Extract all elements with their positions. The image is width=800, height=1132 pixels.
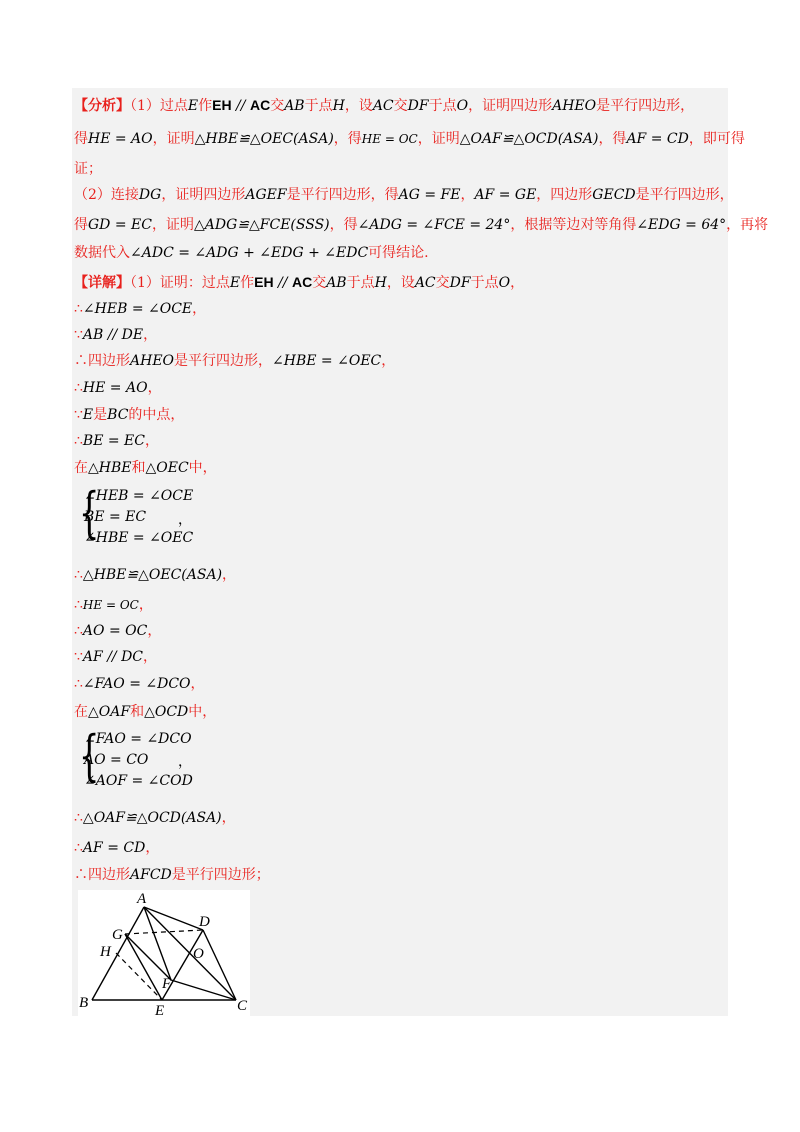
step-8: ∴△HBE≌△OEC(ASA)， (74, 567, 237, 583)
label-D: D (199, 914, 210, 930)
analysis-line-5: 得GD = EC，证明△ADG≌△FCE(SSS)，得∠ADG = ∠FCE = 24°，根据等边对等角得∠EDG = 64°，再将 (74, 217, 769, 233)
label-H: H (100, 944, 111, 960)
step-6: ∴BE = EC， (74, 433, 159, 449)
segment-AF (144, 907, 171, 980)
segment-GD-dashed (125, 930, 203, 934)
step-5: ∵E是BC的中点， (74, 407, 185, 423)
analysis-line-4: （2）连接DG，证明四边形AGEF是平行四边形，得AG = FE，AF = GE，四边形GECD是平行四边形， (74, 187, 734, 203)
system-2-comma: ， (178, 754, 192, 770)
step-1: ∴∠HEB = ∠OCE， (74, 301, 207, 317)
step-11: ∵AF // DC， (74, 649, 158, 665)
system-1: ∠HEB = ∠OCE BE = EC ∠HBE = ∠OEC (84, 488, 194, 546)
step-13: 在△OAF和△OCD中， (74, 704, 217, 720)
label-F: F (162, 976, 172, 992)
analysis-line-2: 得HE = AO，证明△HBE≌△OEC(ASA)，得HE = OC，证明△OAF≌△OCD(ASA)，得AF = CD，即可得 (74, 131, 745, 147)
label-E: E (155, 1003, 165, 1016)
analysis-line-1: 【分析】（1）过点E作EH // AC交AB于点H，设AC交DF于点O，证明四边形AHEO是平行四边形， (74, 97, 695, 114)
analysis-line-6: 数据代入∠ADC = ∠ADG + ∠EDG + ∠EDC可得结论. (74, 245, 429, 261)
label-B: B (79, 995, 89, 1011)
analysis-line-3: 证； (74, 161, 102, 177)
label-A: A (137, 891, 147, 907)
system-2: ∠FAO = ∠DCO AO = CO ∠AOF = ∠COD (84, 731, 193, 789)
step-9: ∴HE = OC， (74, 597, 153, 613)
step-14: ∴△OAF≌△OCD(ASA)， (74, 810, 236, 826)
segment-AD (144, 907, 203, 930)
step-4: ∴HE = AO， (74, 380, 162, 396)
step-12: ∴∠FAO = ∠DCO， (74, 676, 205, 692)
label-O: O (193, 946, 204, 962)
label-G: G (112, 927, 123, 943)
system-brace-1: { (78, 481, 100, 544)
step-10: ∴AO = OC， (74, 623, 162, 639)
step-2: ∵AB // DE， (74, 327, 158, 343)
figure-svg (78, 890, 250, 1016)
step-7: 在△HBE和△OEC中， (74, 460, 217, 476)
segment-GE (125, 934, 162, 1000)
step-16: ∴四边形AFCD是平行四边形； (74, 867, 270, 883)
step-15: ∴AF = CD， (74, 840, 160, 856)
detail-line-1: 【详解】（1）证明：过点E作EH // AC交AB于点H，设AC交DF于点O， (74, 274, 525, 291)
system-1-comma: ， (178, 512, 192, 528)
label-C: C (237, 998, 248, 1014)
geometry-figure (78, 890, 250, 1016)
system-brace-2: { (78, 724, 100, 787)
step-3: ∴四边形AHEO是平行四边形，∠HBE = ∠OEC， (74, 353, 396, 369)
segment-DC (203, 930, 236, 1000)
segment-GF (125, 934, 171, 980)
